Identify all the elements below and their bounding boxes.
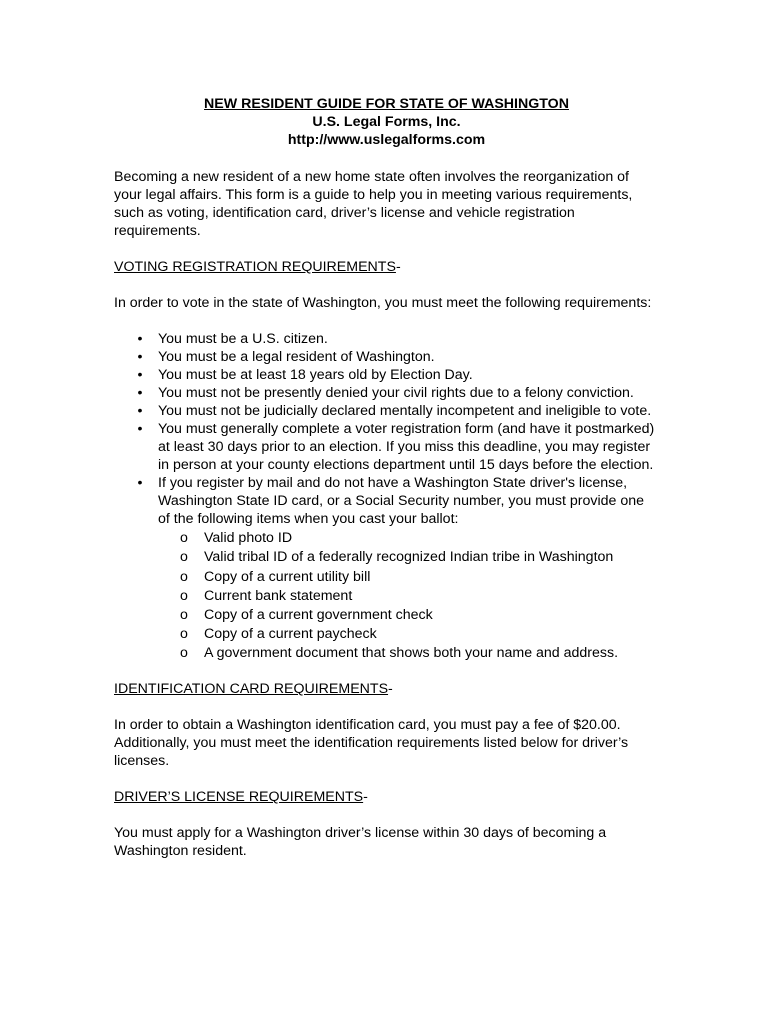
drivers-license-heading-text: DRIVER’S LICENSE REQUIREMENTS <box>114 789 364 806</box>
list-item-text: You must be a U.S. citizen. <box>158 331 328 347</box>
document-page <box>114 95 659 860</box>
circle-bullet-icon: o <box>180 587 188 604</box>
circle-bullet-icon: o <box>180 530 188 547</box>
list-item <box>114 402 659 420</box>
sub-list-item <box>158 568 659 586</box>
bullet-icon: • <box>137 421 143 437</box>
sub-list-item <box>158 548 659 566</box>
list-item <box>114 384 659 402</box>
sub-list-item <box>158 625 659 643</box>
voting-intro: In order to vote in the state of Washington, you must meet the following requirements: <box>114 295 652 311</box>
drivers-license-section-heading <box>114 788 659 806</box>
sub-list-item-text: A government document that shows both your name and address. <box>204 645 619 662</box>
drivers-license-paragraph: You must apply for a Washington driver’s license within 30 days of becoming a Washington resident. <box>114 825 607 860</box>
bullet-icon: • <box>137 349 143 365</box>
id-card-heading-suffix: - <box>388 681 393 698</box>
circle-bullet-icon: o <box>180 645 188 662</box>
bullet-icon: • <box>137 475 143 491</box>
id-card-heading-text: IDENTIFICATION CARD REQUIREMENTS <box>114 681 389 698</box>
list-item <box>114 474 659 662</box>
company-url[interactable]: http://www.uslegalforms.com <box>287 132 486 148</box>
bullet-icon: • <box>137 331 143 347</box>
sub-list-item-text: Copy of a current paycheck <box>204 626 377 643</box>
sub-list-item <box>158 529 659 547</box>
sub-list-item-text: Current bank statement <box>204 587 353 604</box>
sub-list-item-text: Copy of a current government check <box>204 606 433 623</box>
id-options-list <box>158 529 659 662</box>
document-title: NEW RESIDENT GUIDE FOR STATE OF WASHINGTON <box>204 96 569 112</box>
circle-bullet-icon: o <box>180 568 188 585</box>
bullet-icon: • <box>137 367 143 383</box>
sub-list-item <box>158 644 659 662</box>
sub-list-item-text: Valid tribal ID of a federally recognized Indian tribe in Washington <box>204 549 614 566</box>
list-item-text: You must be at least 18 years old by Election Day. <box>158 367 473 383</box>
id-card-paragraph: In order to obtain a Washington identification card, you must pay a fee of $20.00. Additionally, you must meet the identification requirements listed below for driver’s licenses. <box>114 717 629 770</box>
circle-bullet-icon: o <box>180 549 188 566</box>
sub-list-item-text: Copy of a current utility bill <box>204 568 371 585</box>
voting-section-heading <box>114 258 659 276</box>
voting-requirements-list <box>114 330 659 662</box>
drivers-license-heading-suffix: - <box>363 789 368 806</box>
document-header <box>114 95 659 149</box>
voting-heading-text: VOTING REGISTRATION REQUIREMENTS <box>114 259 396 275</box>
list-item <box>114 420 659 474</box>
sub-list-item <box>158 606 659 624</box>
list-item <box>114 348 659 366</box>
list-item <box>114 330 659 348</box>
bullet-icon: • <box>137 403 143 419</box>
sub-list-item-text: Valid photo ID <box>204 530 293 547</box>
voting-heading-suffix: - <box>395 259 401 275</box>
list-item-text: You must generally complete a voter registration form (and have it postmarked) at least 30 days prior to an election. If you miss this deadline, you may register in person at your county elections department until 15 days before the election. <box>158 421 655 473</box>
list-item-text: You must not be presently denied your civil rights due to a felony conviction. <box>158 385 634 401</box>
list-item <box>114 366 659 384</box>
intro-paragraph: Becoming a new resident of a new home state often involves the reorganization of your legal affairs. This form is a guide to help you in meeting various requirements, such as voting, identification card, driver’s license and vehicle registration requirements. <box>114 169 633 239</box>
bullet-icon: • <box>137 385 143 401</box>
company-name: U.S. Legal Forms, Inc. <box>312 114 461 130</box>
id-card-section-heading <box>114 680 659 698</box>
list-item-text: If you register by mail and do not have a Washington State driver's license, Washington State ID card, or a Social Security number, you must provide one of the following items when you cast your ballot: <box>158 475 645 527</box>
list-item-text: You must not be judicially declared mentally incompetent and ineligible to vote. <box>158 403 652 419</box>
circle-bullet-icon: o <box>180 626 188 643</box>
circle-bullet-icon: o <box>180 606 188 623</box>
list-item-text: You must be a legal resident of Washington. <box>158 349 435 365</box>
sub-list-item <box>158 587 659 605</box>
